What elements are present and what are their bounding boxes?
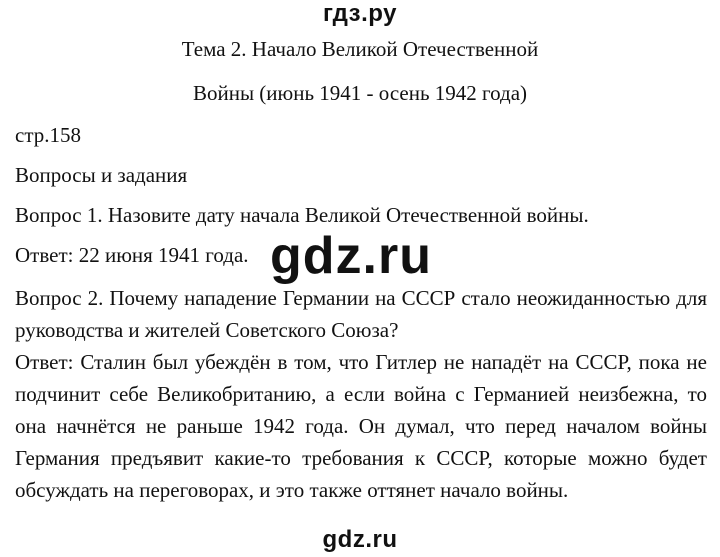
site-footer: gdz.ru [322, 526, 398, 553]
page-reference: стр.158 [15, 123, 82, 147]
section-heading: Вопросы и задания [15, 163, 188, 187]
question-1: Вопрос 1. Назовите дату начала Великой Отечественной войны. [15, 203, 589, 227]
answer-1: Ответ: 22 июня 1941 года. [15, 243, 249, 267]
document-title-line2: Войны (июнь 1941 - осень 1942 года) [192, 81, 528, 105]
watermark: gdz.ru [270, 227, 432, 285]
document-title-line1: Тема 2. Начало Великой Отечественной [181, 37, 539, 61]
answer-2: Ответ: Сталин был убеждён в том, что Гитлер не нападёт на СССР, пока не подчинит себе Великобританию, а если война с Германией неизбежна, то она начнётся не раньше 1942 года. Он думал, что перед началом войны Германия предъявит какие-то требования к СССР, которые можно будет обсуждать на переговорах, и это также оттянет начало войны. [15, 350, 707, 502]
question-2: Вопрос 2. Почему нападение Германии на СССР стало неожиданностью для руководства и жителей Советского Союза? [15, 286, 707, 342]
site-header: гдз.ру [323, 0, 397, 27]
